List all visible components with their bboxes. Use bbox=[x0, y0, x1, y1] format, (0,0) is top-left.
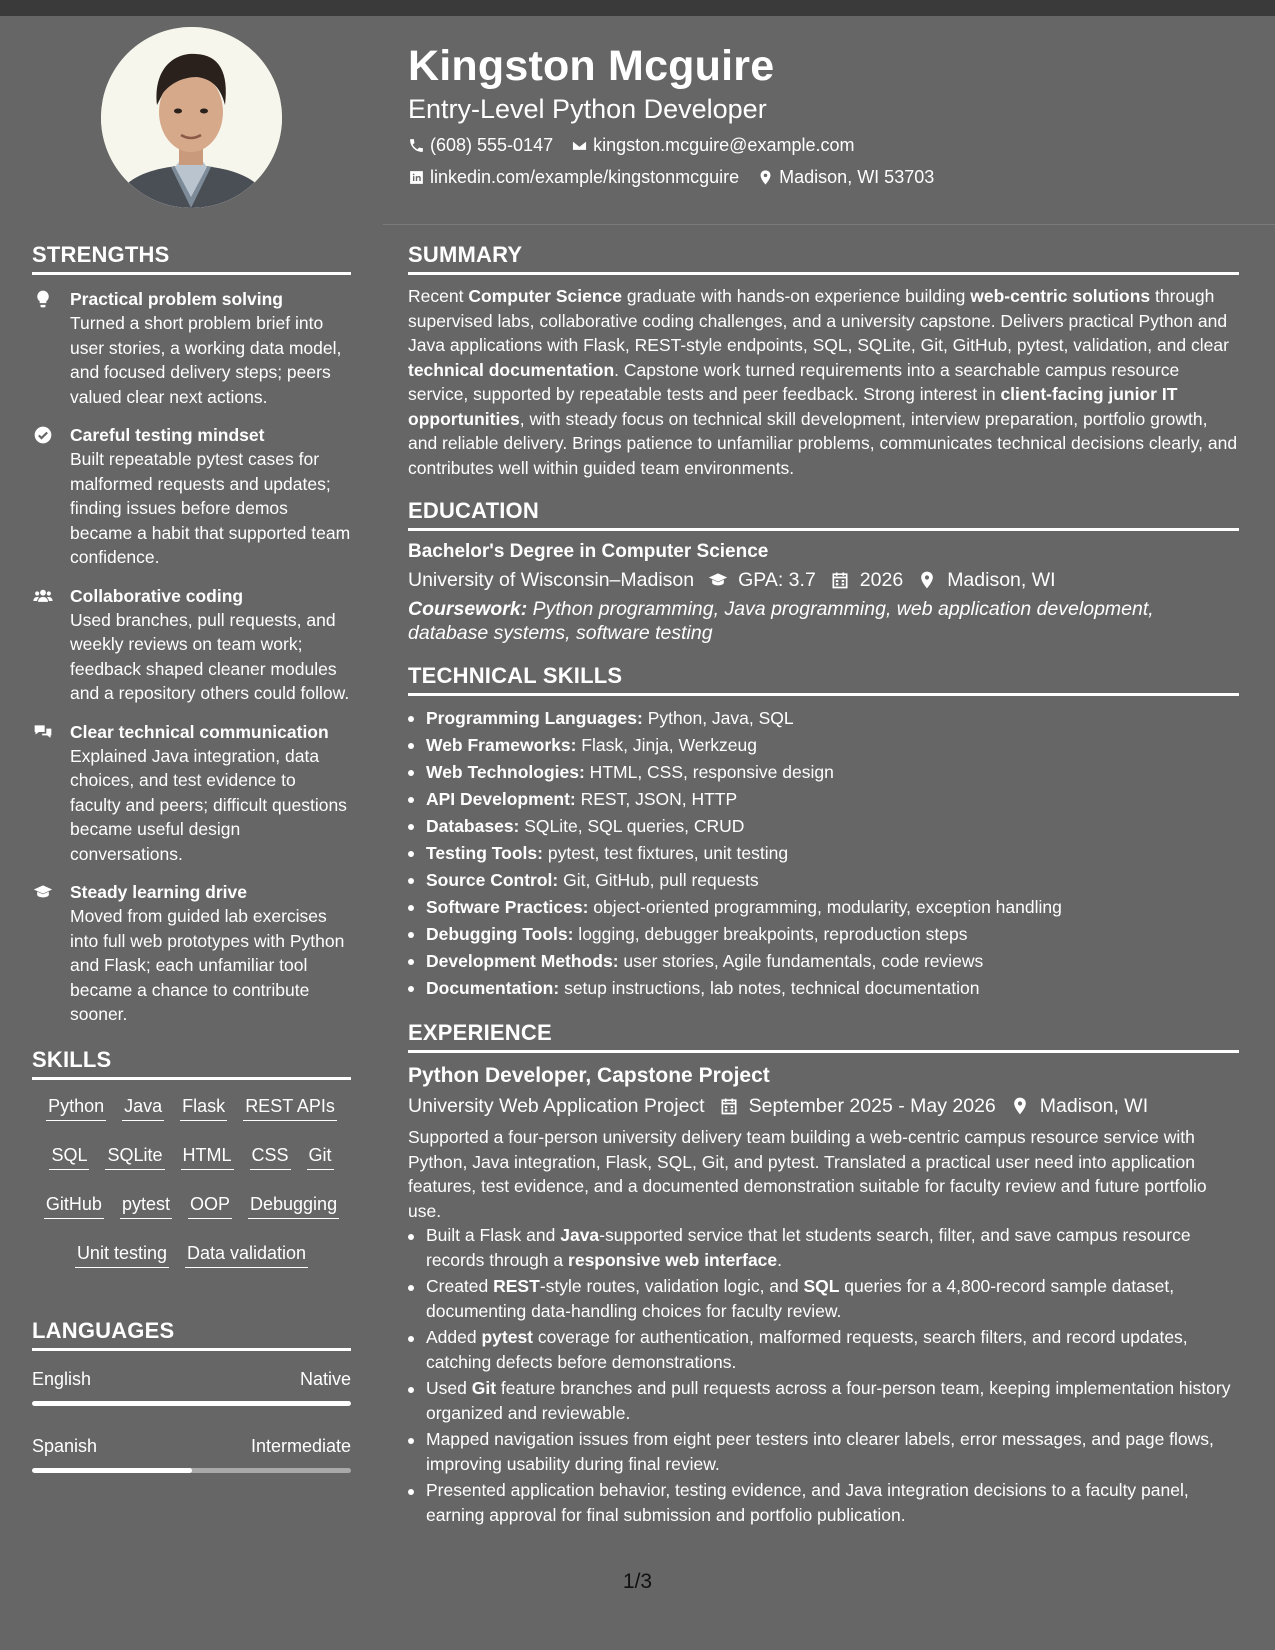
header bbox=[408, 40, 1238, 193]
job-dates: September 2025 - May 2026 bbox=[748, 1095, 996, 1117]
check-circle-icon bbox=[32, 425, 54, 445]
list-item: Presented application behavior, testing evidence, and Java integration decisions to a faculty panel, earning approval for final submission and portfolio publication. bbox=[408, 1478, 1239, 1527]
skill-category: API Development: bbox=[426, 789, 576, 809]
skill-tag: SQLite bbox=[105, 1143, 164, 1170]
strength-title: Collaborative coding bbox=[70, 585, 244, 606]
skill-values: HTML, CSS, responsive design bbox=[584, 762, 834, 782]
skill-tag: Debugging bbox=[248, 1192, 339, 1219]
strengths-list bbox=[32, 287, 351, 1027]
map-marker-icon bbox=[757, 169, 774, 186]
strength-description: Used branches, pull requests, and weekly reviews on team work; feedback shaped cleaner modules and a repository others could follow. bbox=[70, 609, 350, 703]
left-column bbox=[32, 240, 351, 1473]
skill-tag: Unit testing bbox=[75, 1241, 169, 1268]
experience-meta bbox=[408, 1091, 1239, 1121]
skill-tag: GitHub bbox=[44, 1192, 104, 1219]
skill-values: object-oriented programming, modularity, exception handling bbox=[588, 897, 1062, 917]
map-marker-icon bbox=[917, 570, 937, 590]
graduation-cap-icon bbox=[708, 570, 728, 590]
skill-values: SQLite, SQL queries, CRUD bbox=[519, 816, 745, 836]
skill-values: Flask, Jinja, Werkzeug bbox=[576, 735, 757, 755]
email-address[interactable]: kingston.mcguire@example.com bbox=[593, 135, 855, 155]
location: Madison, WI 53703 bbox=[779, 167, 935, 187]
skill-tag: Git bbox=[307, 1143, 334, 1170]
list-item bbox=[408, 948, 1239, 975]
language-item bbox=[32, 1367, 351, 1406]
skill-tag: Python bbox=[46, 1094, 106, 1121]
top-bar bbox=[0, 0, 1275, 16]
page-number: 1/3 bbox=[622, 1570, 653, 1593]
strength-title: Clear technical communication bbox=[70, 721, 329, 742]
skill-values: pytest, test fixtures, unit testing bbox=[542, 843, 789, 863]
language-bar-fill bbox=[32, 1401, 351, 1406]
section-rule bbox=[32, 272, 351, 275]
strengths-title: STRENGTHS bbox=[32, 242, 170, 267]
skill-tag: Flask bbox=[180, 1094, 227, 1121]
skill-category: Documentation: bbox=[426, 978, 560, 998]
list-item: Added pytest coverage for authentication, malformed requests, search filters, and record updates, catching defects before demonstrations. bbox=[408, 1325, 1239, 1374]
skill-values: Git, GitHub, pull requests bbox=[558, 870, 759, 890]
list-item: Used Git feature branches and pull requests across a four-person team, keeping implementation history organized and reviewable. bbox=[408, 1376, 1239, 1425]
skill-category: Databases: bbox=[426, 816, 520, 836]
linkedin-contact bbox=[408, 161, 739, 193]
skill-tag: SQL bbox=[49, 1143, 89, 1170]
experience-title: EXPERIENCE bbox=[408, 1020, 552, 1045]
strength-title: Careful testing mindset bbox=[70, 425, 265, 445]
skill-tags bbox=[32, 1080, 351, 1280]
email-contact bbox=[571, 129, 854, 161]
job-location: Madison, WI bbox=[1039, 1095, 1149, 1117]
skill-category: Software Practices: bbox=[426, 897, 589, 917]
skill-tag: HTML bbox=[181, 1143, 234, 1170]
list-item bbox=[408, 759, 1239, 786]
skill-tag: OOP bbox=[188, 1192, 232, 1219]
skill-values: setup instructions, lab notes, technical documentation bbox=[559, 978, 980, 998]
technical-skills-list bbox=[408, 705, 1239, 1002]
school-name: University of Wisconsin–Madison bbox=[408, 569, 695, 591]
comments-icon bbox=[32, 722, 54, 742]
skill-category: Programming Languages: bbox=[426, 708, 643, 728]
strength-item bbox=[32, 584, 351, 706]
list-item bbox=[408, 921, 1239, 948]
lightbulb-icon bbox=[32, 289, 54, 309]
list-item bbox=[408, 894, 1239, 921]
list-item bbox=[408, 867, 1239, 894]
degree-name: Bachelor's Degree in Computer Science bbox=[408, 541, 769, 562]
strength-item bbox=[32, 880, 351, 1027]
language-bar bbox=[32, 1468, 351, 1473]
contact-info bbox=[408, 129, 1238, 193]
profile-photo bbox=[101, 27, 282, 208]
candidate-name: Kingston Mcguire bbox=[408, 42, 775, 90]
skill-category: Web Technologies: bbox=[426, 762, 585, 782]
envelope-icon bbox=[571, 137, 588, 154]
language-level: Intermediate bbox=[250, 1435, 351, 1456]
coursework-label: Coursework: bbox=[408, 598, 528, 620]
summary-text: Recent Computer Science graduate with hands-on experience building web-centric solutions through supervised labs, collaborative coding challenges, and a university capstone. Delivers practical Python and Java applications with Flask, REST-style endpoints, SQL, SQLite, Git, GitHub, pytest, validation, and clear technical documentation. Capstone work turned requirements into a searchable campus resource service, supported by repeatable tests and peer feedback. Strong interest in client-facing junior IT opportunities, with steady focus on technical skill development, interview preparation, portfolio growth, and reliable delivery. Brings patience to unfamiliar problems, communicates technical decisions clearly, and contributes well within guided team environments. bbox=[408, 286, 1238, 478]
skill-tag: CSS bbox=[250, 1143, 291, 1170]
strength-title: Steady learning drive bbox=[70, 882, 248, 902]
strength-item bbox=[32, 720, 351, 867]
list-item bbox=[408, 813, 1239, 840]
education-title: EDUCATION bbox=[408, 498, 539, 523]
coursework-list: Python programming, Java programming, web application development, database systems, software testing bbox=[408, 598, 1154, 644]
language-name: Spanish bbox=[32, 1435, 98, 1456]
language-level: Native bbox=[299, 1368, 351, 1389]
experience-bullets bbox=[408, 1223, 1239, 1527]
job-description: Supported a four-person university delivery team building a web-centric campus resource service with Python, Java integration, Flask, SQL, Git, and pytest. Translated a practical user need into application features, test evidence, and a documented demonstration suitable for faculty review and future portfolio use. bbox=[408, 1127, 1207, 1221]
header-divider bbox=[383, 224, 1275, 225]
strength-item bbox=[32, 287, 351, 409]
summary-title: SUMMARY bbox=[408, 242, 523, 267]
list-item bbox=[408, 840, 1239, 867]
section-rule bbox=[408, 272, 1239, 275]
location-contact bbox=[757, 161, 934, 193]
language-name: English bbox=[32, 1368, 92, 1389]
calendar-icon bbox=[830, 570, 850, 590]
section-rule bbox=[408, 693, 1239, 696]
right-column bbox=[408, 240, 1239, 1529]
strength-description: Explained Java integration, data choices, and test evidence to faculty and peers; difficult questions became useful design conversations. bbox=[70, 745, 347, 864]
skill-tag: REST APIs bbox=[243, 1094, 337, 1121]
list-item: Mapped navigation issues from eight peer testers into clearer labels, error messages, and page flows, improving usability during final review. bbox=[408, 1427, 1239, 1476]
skill-tag: pytest bbox=[120, 1192, 172, 1219]
linkedin-url[interactable]: linkedin.com/example/kingstonmcguire bbox=[430, 167, 740, 187]
school-location: Madison, WI bbox=[947, 569, 1056, 591]
skill-tag: Java bbox=[122, 1094, 164, 1121]
calendar-icon bbox=[719, 1096, 739, 1116]
strength-description: Moved from guided lab exercises into full web prototypes with Python and Flask; each unfamiliar tool became a chance to contribute sooner. bbox=[70, 906, 345, 1024]
strength-description: Built repeatable pytest cases for malformed requests and updates; finding issues before demos became a habit that supported team confidence. bbox=[70, 449, 351, 567]
list-item bbox=[408, 975, 1239, 1002]
section-rule bbox=[408, 1050, 1239, 1053]
phone-contact bbox=[408, 129, 553, 161]
strength-description: Turned a short problem brief into user stories, a working data model, and focused delivery steps; peers valued clear next actions. bbox=[70, 313, 342, 407]
skill-category: Development Methods: bbox=[426, 951, 619, 971]
candidate-role: Entry-Level Python Developer bbox=[408, 94, 767, 124]
phone-number[interactable]: (608) 555-0147 bbox=[430, 135, 554, 155]
language-bar-fill bbox=[32, 1468, 192, 1473]
technical-skills-title: TECHNICAL SKILLS bbox=[408, 663, 623, 688]
skill-values: logging, debugger breakpoints, reproduction steps bbox=[573, 924, 968, 944]
list-item bbox=[408, 705, 1239, 732]
map-marker-icon bbox=[1010, 1096, 1030, 1116]
section-rule bbox=[408, 528, 1239, 531]
graduation-year: 2026 bbox=[859, 569, 904, 591]
phone-icon bbox=[408, 137, 425, 154]
languages-title: LANGUAGES bbox=[32, 1317, 175, 1343]
job-title: Python Developer, Capstone Project bbox=[408, 1064, 770, 1087]
language-bar bbox=[32, 1401, 351, 1406]
education-meta bbox=[408, 565, 1239, 595]
list-item bbox=[408, 732, 1239, 759]
skill-category: Testing Tools: bbox=[426, 843, 543, 863]
organization: University Web Application Project bbox=[408, 1095, 705, 1117]
skill-values: REST, JSON, HTTP bbox=[575, 789, 738, 809]
graduation-cap-icon bbox=[32, 882, 54, 902]
coursework bbox=[408, 597, 1239, 645]
skill-values: user stories, Agile fundamentals, code reviews bbox=[618, 951, 984, 971]
skill-category: Web Frameworks: bbox=[426, 735, 577, 755]
section-rule bbox=[32, 1348, 351, 1351]
strength-item bbox=[32, 423, 351, 570]
gpa: GPA: 3.7 bbox=[738, 569, 816, 591]
linkedin-icon bbox=[408, 169, 425, 186]
skill-values: Python, Java, SQL bbox=[642, 708, 794, 728]
strength-title: Practical problem solving bbox=[70, 289, 283, 309]
list-item: Built a Flask and Java-supported service that let students search, filter, and save campus resource records through a responsive web interface. bbox=[408, 1223, 1239, 1272]
list-item: Created REST-style routes, validation logic, and SQL queries for a 4,800-record sample dataset, documenting data-handling choices for faculty review. bbox=[408, 1274, 1239, 1323]
language-item bbox=[32, 1434, 351, 1473]
skills-title: SKILLS bbox=[32, 1046, 112, 1072]
skill-category: Debugging Tools: bbox=[426, 924, 574, 944]
list-item bbox=[408, 786, 1239, 813]
skill-tag: Data validation bbox=[185, 1241, 308, 1268]
users-icon bbox=[32, 586, 54, 606]
skill-category: Source Control: bbox=[426, 870, 559, 890]
